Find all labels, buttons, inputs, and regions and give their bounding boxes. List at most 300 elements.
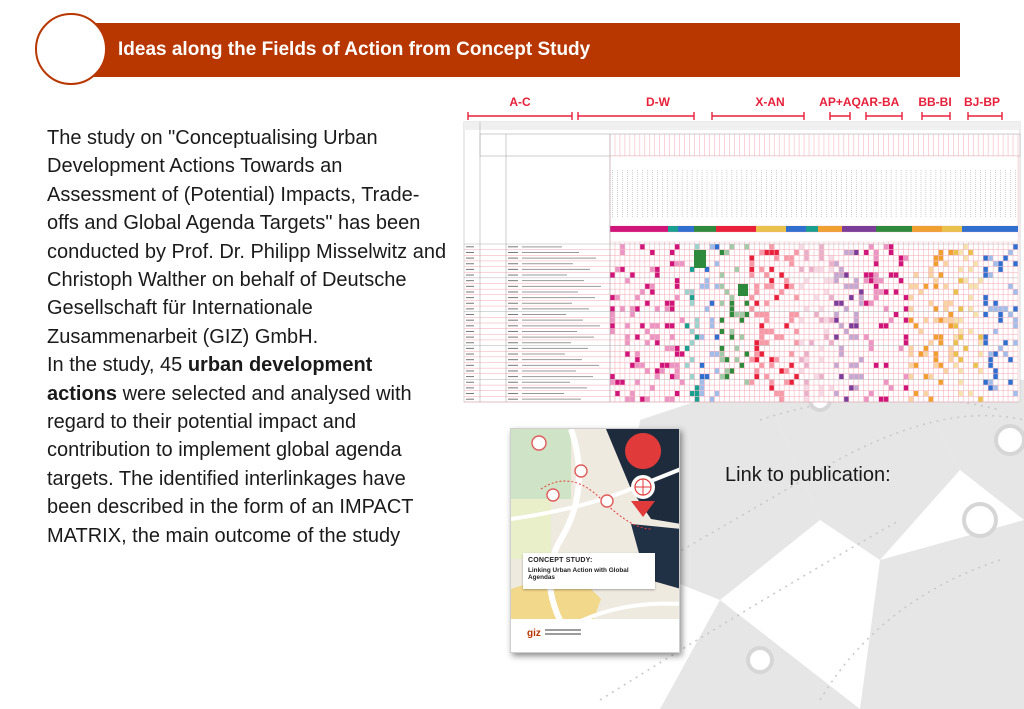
matrix-cell [789,284,793,289]
matrix-category-band [842,226,876,232]
matrix-cell [804,352,808,357]
matrix-cell [730,295,734,300]
matrix-cell [869,346,873,351]
matrix-cell [909,352,913,357]
matrix-cell [690,295,694,300]
matrix-cell [949,323,953,328]
matrix-cell [839,352,843,357]
matrix-cell [690,267,694,272]
matrix-cell [755,301,759,306]
matrix-cell [934,256,938,261]
matrix-cell [998,306,1002,311]
matrix-cell [675,374,679,379]
matrix-cell [874,295,878,300]
matrix-cell [715,284,719,289]
matrix-cell [700,284,704,289]
matrix-cell [939,335,943,340]
matrix-cell [859,295,863,300]
matrix-cell [670,335,674,340]
matrix-cell [620,250,624,255]
matrix-cell [760,329,764,334]
matrix-cell [690,340,694,345]
matrix-cell [670,323,674,328]
matrix-cell [685,363,689,368]
matrix-cell [874,289,878,294]
matrix-cell [934,261,938,266]
matrix-cell [730,335,734,340]
matrix-cell [949,250,953,255]
matrix-cell [934,318,938,323]
matrix-cell [839,267,843,272]
matrix-cell [1013,289,1017,294]
matrix-cell [770,329,774,334]
matrix-cell [854,323,858,328]
matrix-cell [909,295,913,300]
matrix-cell [889,318,893,323]
matrix-cell [929,397,933,402]
publication-cover[interactable] [510,428,680,653]
matrix-cell [969,295,973,300]
matrix-cell [620,380,624,385]
matrix-cell [765,312,769,317]
matrix-category-band [962,226,976,232]
matrix-cell [640,289,644,294]
matrix-cell [720,329,724,334]
matrix-cell [635,295,639,300]
matrix-cell [765,374,769,379]
matrix-cell [715,244,719,249]
matrix-cell [779,368,783,373]
matrix-cell [819,357,823,362]
matrix-range-label: BJ-BP [963,95,1001,109]
matrix-cell [695,318,699,323]
matrix-cell [710,244,714,249]
matrix-cell [988,273,992,278]
matrix-cell [974,261,978,266]
matrix-cell [983,340,987,345]
matrix-cell [610,323,614,328]
matrix-category-band [756,226,786,232]
matrix-cell [635,357,639,362]
matrix-cell [959,329,963,334]
matrix-cell [804,391,808,396]
matrix-cell [824,278,828,283]
matrix-cell [998,346,1002,351]
matrix-cell [789,318,793,323]
matrix-cell [789,256,793,261]
matrix-cell [969,306,973,311]
matrix-cell [988,380,992,385]
study-rest: were selected and analysed with regard to their potential impact and contribution to implement global agenda targets. The identified interlinkages have been described in the form of an IMPACT MATRIX, the main outcome of the study [47,382,414,547]
matrix-cell [874,261,878,266]
matrix-cell [904,306,908,311]
matrix-cell [625,352,629,357]
matrix-cell [834,391,838,396]
matrix-column-letters [464,122,1020,130]
matrix-cell [690,391,694,396]
matrix-cell [804,385,808,390]
matrix-cell [844,250,848,255]
matrix-cell [720,318,724,323]
matrix-cell [715,368,719,373]
matrix-cell [645,329,649,334]
matrix-cell [819,250,823,255]
cover-pin [601,495,613,507]
matrix-cell [884,244,888,249]
matrix-cell [954,335,958,340]
matrix-cell [964,244,968,249]
matrix-cell [974,312,978,317]
matrix-cell [864,301,868,306]
matrix-cell [804,250,808,255]
matrix-cell [1013,261,1017,266]
matrix-cell [944,306,948,311]
intro-paragraph: The study on "Conceptualising Urban Development Actions Towards an Assessment of (Potential) Impacts, Trade-offs and Global Agenda Targets" has been conducted by Prof. Dr. Philipp Misselwitz and Christoph Walther on behalf of Deutsche Gesellschaft für Internationale Zusammenarbeit (GIZ) GmbH. [47,127,447,348]
matrix-cell [869,244,873,249]
matrix-cell [944,301,948,306]
matrix-cell [665,301,669,306]
matrix-cell [869,391,873,396]
giz-logo: giz [527,628,541,639]
matrix-cell [650,284,654,289]
matrix-cell [705,306,709,311]
matrix-cell [964,256,968,261]
matrix-cell [909,346,913,351]
matrix-cell [690,357,694,362]
matrix-cell [774,357,778,362]
matrix-cell [675,278,679,283]
matrix-cell [680,380,684,385]
matrix-cell [829,267,833,272]
matrix-cell [675,261,679,266]
matrix-cell [740,318,744,323]
matrix-cell [914,323,918,328]
matrix-cell [869,340,873,345]
matrix-range-label: A-C [509,95,531,109]
matrix-cell [859,289,863,294]
matrix-cell [670,363,674,368]
matrix-cell [665,363,669,368]
matrix-cell [1013,340,1017,345]
matrix-cell [954,318,958,323]
matrix-cell [983,380,987,385]
matrix-cell [959,267,963,272]
matrix-cell [959,368,963,373]
matrix-cell [804,256,808,261]
matrix-cell [998,312,1002,317]
matrix-cell [710,323,714,328]
matrix-cell [874,256,878,261]
matrix-cell [854,278,858,283]
matrix-cell [904,335,908,340]
matrix-cell [934,352,938,357]
impact-matrix-image [462,88,1022,404]
matrix-cell [680,261,684,266]
matrix-cell [983,312,987,317]
matrix-cell [959,318,963,323]
matrix-cell [894,273,898,278]
matrix-cell [844,273,848,278]
matrix-cell [998,318,1002,323]
matrix-cell [904,340,908,345]
matrix-cell [794,329,798,334]
matrix-cell [730,312,734,317]
matrix-cell [770,380,774,385]
matrix-range-label: AR-BA [860,95,900,109]
matrix-cell [625,278,629,283]
matrix-cell [765,284,769,289]
matrix-cell [934,335,938,340]
matrix-cell [755,289,759,294]
matrix-cell [1008,357,1012,362]
matrix-cell [655,368,659,373]
matrix-cell [904,318,908,323]
matrix-cell [794,312,798,317]
matrix-cell [640,244,644,249]
matrix-cell [844,306,848,311]
matrix-cell [884,323,888,328]
matrix-cell [670,397,674,402]
matrix-cell [779,335,783,340]
matrix-cell [700,391,704,396]
matrix-cell [864,273,868,278]
matrix-cell [1003,306,1007,311]
matrix-cell [988,306,992,311]
matrix-cell [909,318,913,323]
matrix-cell [680,352,684,357]
matrix-cell [804,363,808,368]
matrix-cell [884,380,888,385]
matrix-cell [635,335,639,340]
matrix-cell [929,374,933,379]
matrix-cell [755,368,759,373]
matrix-cell [655,273,659,278]
matrix-cell [610,312,614,317]
matrix-cell [964,346,968,351]
matrix-cell [934,357,938,362]
matrix-cell [969,284,973,289]
matrix-cell [949,352,953,357]
matrix-cell [983,295,987,300]
matrix-cell [650,385,654,390]
matrix-cell [665,346,669,351]
matrix-cell [770,385,774,390]
matrix-cell [978,352,982,357]
matrix-cell [660,368,664,373]
matrix-cell [670,374,674,379]
matrix-cell [625,340,629,345]
matrix-cell [675,244,679,249]
matrix-cell [988,256,992,261]
matrix-cell [959,391,963,396]
matrix-cell [869,278,873,283]
matrix-cell [954,289,958,294]
matrix-cell [869,273,873,278]
matrix-cell [969,267,973,272]
matrix-cell [675,391,679,396]
matrix-cell [750,306,754,311]
matrix-cell [799,318,803,323]
matrix-cell [720,357,724,362]
matrix-cell [755,284,759,289]
matrix-cell [695,385,699,390]
matrix-cell [819,385,823,390]
publication-link-label: Link to publication: [725,464,891,486]
matrix-cell [909,306,913,311]
matrix-cell [934,363,938,368]
matrix-cell [650,335,654,340]
matrix-range-label: BB-BI [918,95,952,109]
matrix-cell [993,368,997,373]
matrix-cell [993,261,997,266]
matrix-cell [1013,323,1017,328]
cover-map-illustration [511,429,680,653]
header-circle-decoration [35,13,107,85]
matrix-category-band [912,226,942,232]
matrix-cell [824,329,828,334]
matrix-cell [983,335,987,340]
matrix-cell [804,357,808,362]
matrix-cell [789,261,793,266]
matrix-cell [650,267,654,272]
matrix-cell [819,244,823,249]
matrix-cell [645,301,649,306]
matrix-cell [814,267,818,272]
matrix-cell [700,385,704,390]
matrix-cell [854,335,858,340]
matrix-cell [675,368,679,373]
matrix-cell [735,267,739,272]
matrix-cell [705,284,709,289]
matrix-cell [889,385,893,390]
matrix-cell [839,374,843,379]
matrix-cell [730,368,734,373]
matrix-cell [998,261,1002,266]
matrix-cell [760,335,764,340]
matrix-category-band [668,226,678,232]
matrix-cell [1013,306,1017,311]
matrix-cell [849,363,853,368]
matrix-cell [919,329,923,334]
matrix-cell [954,250,958,255]
matrix-cell [839,323,843,328]
matrix-cell [645,340,649,345]
matrix-cell [874,284,878,289]
matrix-category-band [806,226,818,232]
matrix-cell [969,329,973,334]
matrix-cell [854,312,858,317]
matrix-cell [988,352,992,357]
matrix-cell [974,284,978,289]
matrix-cell [849,374,853,379]
matrix-cell [794,295,798,300]
matrix-cell [770,250,774,255]
matrix-cell [829,256,833,261]
matrix-cell [770,244,774,249]
matrix-cell [884,306,888,311]
matrix-cell [809,267,813,272]
matrix-cell [655,340,659,345]
matrix-cell [770,284,774,289]
matrix-cell [690,289,694,294]
matrix-cell [924,284,928,289]
matrix-cell [630,397,634,402]
matrix-cell [730,244,734,249]
matrix-cell [884,363,888,368]
matrix-cell [784,380,788,385]
matrix-cell [819,318,823,323]
matrix-cell [829,340,833,345]
matrix-cell [745,380,749,385]
matrix-cell [740,312,744,317]
matrix-cell [765,340,769,345]
matrix-cell [760,267,764,272]
matrix-cell [949,301,953,306]
matrix-range-label: X-AN [755,95,785,109]
matrix-cell [789,380,793,385]
matrix-cell [660,363,664,368]
matrix-cell [745,301,749,306]
impact-matrix-svg [462,88,1022,404]
matrix-cell [750,261,754,266]
matrix-cell [1003,256,1007,261]
matrix-cell [610,374,614,379]
matrix-cell [695,335,699,340]
matrix-cell [1003,352,1007,357]
matrix-cell [864,278,868,283]
matrix-cell [765,329,769,334]
matrix-cell [675,352,679,357]
matrix-cell [720,352,724,357]
matrix-rotated-headers [610,156,1018,226]
matrix-cell [854,385,858,390]
matrix-cell [939,363,943,368]
matrix-cell [894,312,898,317]
matrix-cell [770,357,774,362]
matrix-category-band [678,226,694,232]
matrix-cell [874,250,878,255]
matrix-cell [904,295,908,300]
matrix-cell [929,273,933,278]
matrix-cell [670,306,674,311]
matrix-cell [988,363,992,368]
cover-pin [532,436,546,450]
cover-title: CONCEPT STUDY: [528,557,593,564]
matrix-cell [914,284,918,289]
matrix-cell [765,250,769,255]
matrix-cell [799,368,803,373]
matrix-cell [760,352,764,357]
matrix-cell [710,318,714,323]
matrix-cell [959,380,963,385]
matrix-cell [949,318,953,323]
matrix-cell [625,397,629,402]
matrix-cell [730,306,734,311]
bg-node [996,426,1024,454]
bg-node [964,504,996,536]
matrix-cell [904,256,908,261]
matrix-cell [694,250,706,268]
matrix-cell [645,397,649,402]
matrix-cell [675,363,679,368]
matrix-cell [899,261,903,266]
matrix-cell [700,374,704,379]
matrix-cell [635,352,639,357]
matrix-cell [904,374,908,379]
matrix-cell [854,374,858,379]
matrix-cell [610,318,614,323]
study-emphasis: urban development actions [47,354,373,405]
